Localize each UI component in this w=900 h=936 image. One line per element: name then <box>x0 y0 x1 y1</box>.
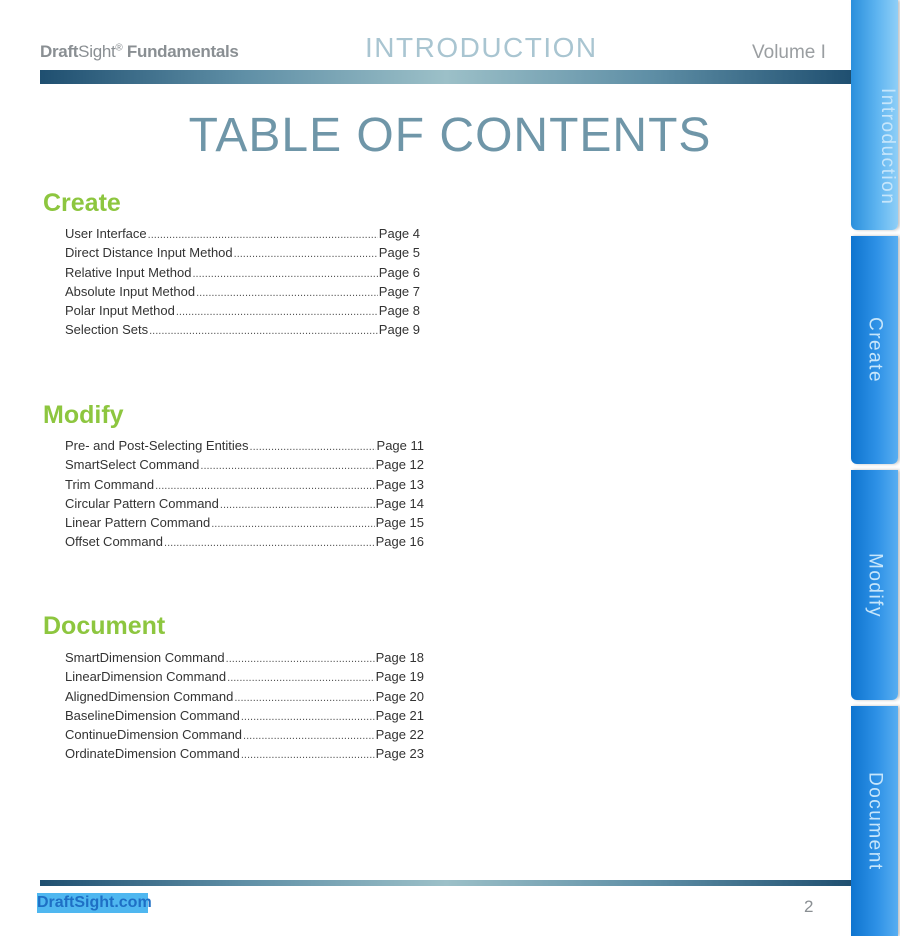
toc-leader-dots <box>227 672 374 684</box>
toc-entry-label: Direct Distance Input Method <box>65 245 233 261</box>
brand-logo <box>40 42 239 62</box>
toc-entry[interactable] <box>65 226 420 245</box>
toc-entry-label: BaselineDimension Command <box>65 707 240 723</box>
toc-leader-dots <box>176 306 378 318</box>
toc-leader-dots <box>155 480 374 492</box>
toc-entry-label: SmartSelect Command <box>65 457 200 473</box>
header-section-title: INTRODUCTION <box>365 32 598 63</box>
section-heading-create: Create <box>43 189 121 217</box>
toc-entry-page: Page 20 <box>375 688 424 704</box>
toc-entry-label: Linear Pattern Command <box>65 515 211 531</box>
toc-entry-label: Polar Input Method <box>65 303 175 319</box>
toc-entry[interactable] <box>65 245 420 264</box>
toc-entry[interactable] <box>65 534 424 553</box>
toc-entry-label: Relative Input Method <box>65 264 192 280</box>
header-volume: Volume I <box>752 42 826 63</box>
toc-leader-dots <box>250 441 376 453</box>
toc-leader-dots <box>148 229 378 241</box>
toc-entry[interactable] <box>65 708 424 727</box>
toc-entry[interactable] <box>65 515 424 534</box>
toc-entry-page: Page 16 <box>375 534 424 550</box>
section-heading-document: Document <box>43 612 166 640</box>
toc-leader-dots <box>220 499 375 511</box>
toc-entry-page: Page 19 <box>375 669 424 685</box>
toc-entry-page: Page 4 <box>378 226 420 241</box>
toc-entry-page: Page 15 <box>375 515 424 531</box>
toc-entry[interactable] <box>65 727 424 746</box>
section-heading-modify: Modify <box>43 401 124 429</box>
toc-entry-page: Page 11 <box>376 438 424 453</box>
side-tab-label: Document <box>864 771 886 871</box>
toc-entry-label: SmartDimension Command <box>65 650 225 665</box>
side-tab-introduction[interactable] <box>851 0 898 230</box>
toc-entry-page: Page 9 <box>378 322 420 338</box>
toc-entry[interactable] <box>65 438 424 457</box>
toc-entry-page: Page 23 <box>375 746 424 762</box>
toc-entry-label: Offset Command <box>65 534 164 550</box>
brand-suffix: Fundamentals <box>122 42 239 61</box>
toc-entry-page: Page 5 <box>378 245 420 261</box>
toc-entry-page: Page 7 <box>378 283 420 299</box>
brand-light: Sight <box>78 42 116 61</box>
toc-entry-page: Page 21 <box>375 707 424 723</box>
side-tab-strip <box>851 0 900 936</box>
toc-entry[interactable] <box>65 303 420 322</box>
toc-entry[interactable] <box>65 746 424 765</box>
toc-entry-label: Trim Command <box>65 476 155 492</box>
toc-entry[interactable] <box>65 284 420 303</box>
toc-entry[interactable] <box>65 322 420 341</box>
toc-leader-dots <box>234 692 374 704</box>
toc-entry[interactable] <box>65 477 424 496</box>
toc-leader-dots <box>149 325 378 337</box>
side-tab-document[interactable] <box>851 706 898 936</box>
toc-leader-dots <box>234 248 378 260</box>
toc-leader-dots <box>226 653 375 665</box>
side-tab-label: Introduction <box>877 88 898 206</box>
toc-entry-page: Page 18 <box>375 650 424 665</box>
top-divider-bar <box>40 70 852 84</box>
toc-entry-label: Circular Pattern Command <box>65 495 219 511</box>
toc-entry-label: AlignedDimension Command <box>65 688 234 704</box>
website-link[interactable]: DraftSight.com <box>37 894 152 911</box>
brand-bold: Draft <box>40 42 79 61</box>
toc-list-document <box>65 650 424 766</box>
toc-entry[interactable] <box>65 689 424 708</box>
toc-entry-page: Page 13 <box>375 476 424 492</box>
toc-entry[interactable] <box>65 496 424 515</box>
toc-entry-page: Page 14 <box>375 495 424 511</box>
toc-entry-page: Page 6 <box>378 264 420 280</box>
toc-entry[interactable] <box>65 650 424 669</box>
toc-entry-label: Selection Sets <box>65 322 149 338</box>
toc-entry[interactable] <box>65 669 424 688</box>
toc-entry-page: Page 22 <box>375 727 424 743</box>
toc-entry-page: Page 8 <box>378 303 420 319</box>
side-tab-label: Create <box>864 316 886 384</box>
page-title: TABLE OF CONTENTS <box>188 109 712 162</box>
side-tab-label: Modify <box>864 552 886 618</box>
toc-leader-dots <box>211 518 374 530</box>
page-number: 2 <box>804 897 814 916</box>
toc-leader-dots <box>164 537 375 549</box>
toc-leader-dots <box>200 460 374 472</box>
brand-registered-mark: ® <box>115 42 123 54</box>
toc-entry-label: Pre- and Post-Selecting Entities <box>65 438 249 453</box>
toc-entry[interactable] <box>65 457 424 476</box>
toc-entry-label: LinearDimension Command <box>65 669 227 685</box>
toc-entry-label: User Interface <box>65 226 147 241</box>
toc-entry-label: OrdinateDimension Command <box>65 746 240 762</box>
toc-entry-page: Page 12 <box>375 457 424 473</box>
toc-entry-label: Absolute Input Method <box>65 283 196 299</box>
toc-list-modify <box>65 438 424 554</box>
toc-leader-dots <box>196 287 378 299</box>
toc-list-create <box>65 226 420 342</box>
toc-leader-dots <box>243 730 375 742</box>
toc-leader-dots <box>192 268 377 280</box>
side-tab-modify[interactable] <box>851 470 898 700</box>
side-tab-create[interactable] <box>851 236 898 464</box>
toc-leader-dots <box>241 711 375 723</box>
bottom-divider-bar <box>40 880 852 886</box>
toc-entry[interactable] <box>65 265 420 284</box>
toc-leader-dots <box>241 749 375 761</box>
toc-entry-label: ContinueDimension Command <box>65 727 243 743</box>
